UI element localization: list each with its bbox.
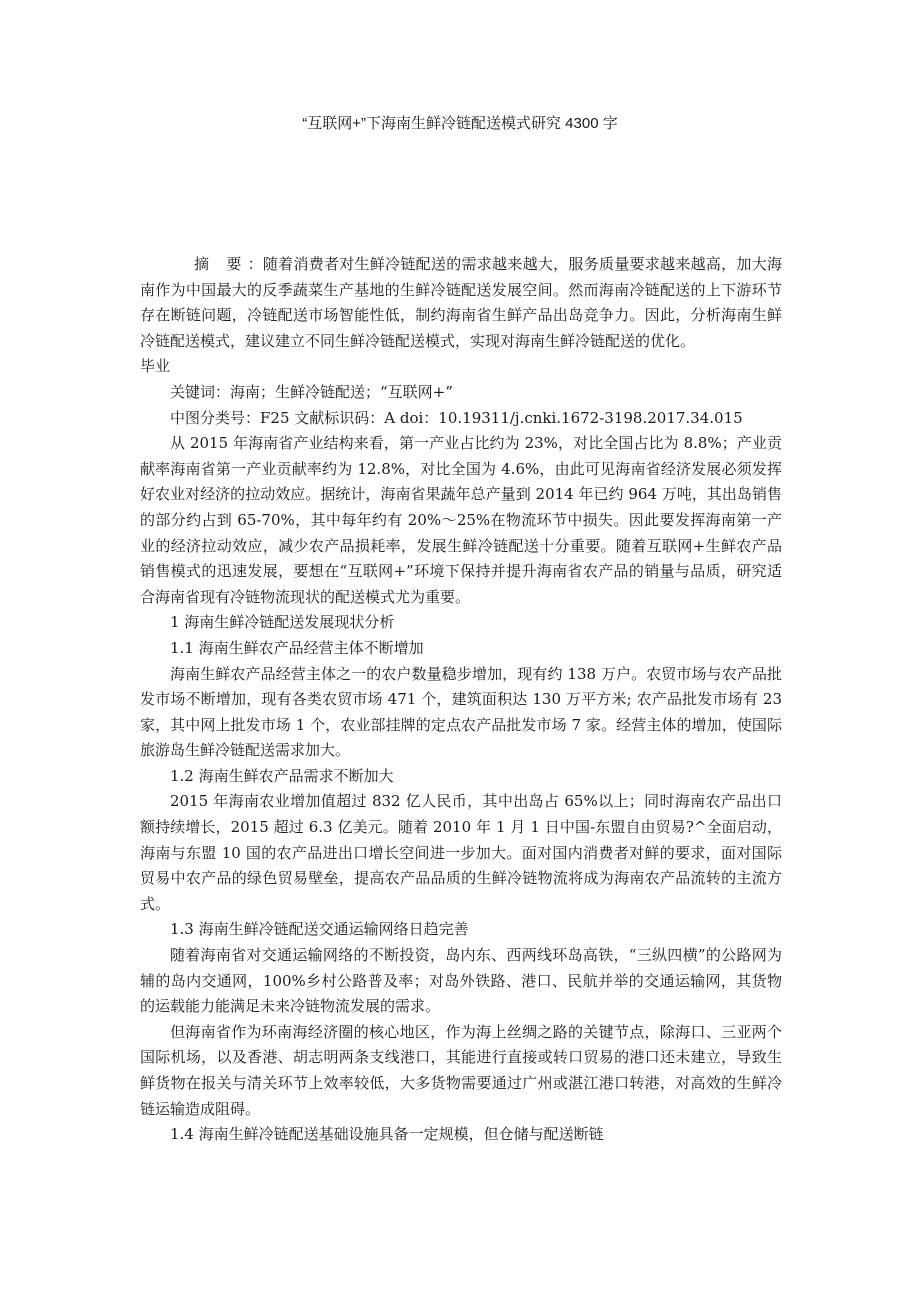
document-title: “互联网+”下海南生鲜冷链配送模式研究 4300 字 bbox=[302, 115, 618, 132]
section-heading-1-4: 1.4 海南生鲜冷链配送基础设施具备一定规模，但仓储与配送断链 bbox=[170, 1125, 604, 1144]
classification-line: 中图分类号：F25 文献标识码：A doi：10.19311/j.cnki.1672-3198.2017.34.015 bbox=[170, 408, 743, 427]
abstract-label: 摘 要 bbox=[194, 255, 248, 273]
section-paragraph-1-3b: 但海南省作为环南海经济圈的核心地区，作为海上丝绸之路的关键节点，除海口、三亚两个国际机场，以及香港、胡志明两条支线港口，其能进行直接或转口贸易的港口还未建立，导致生鲜货物在报关与清关环节上效率较低，大多货物需要通过广州或湛江港口转港，对高效的生鲜冷链运输造成阻碍。 bbox=[140, 1022, 782, 1118]
section-heading-1: 1 海南生鲜冷链配送发展现状分析 bbox=[170, 613, 395, 632]
intro-paragraph: 从 2015 年海南省产业结构来看，第一产业占比约为 23%，对比全国占比为 8.8%；产业贡献率海南省第一产业贡献率约为 12.8%，对比全国为 4.6%，由此可见海南省经济发展必须发挥好农业对经济的拉动效应。据统计，海南省果蔬年总产量到 2014 年已约 964 万吨，其出岛销售的部分约占到 65-70%，其中每年约有 20%～25%在物流环节中损失。因此要发挥海南第一产业的经济拉动效应，减少农产品损耗率，发展生鲜冷链配送十分重要。随着互联网+生鲜农产品销售模式的迅速发展，要想在“互联网+”环境下保持并提升海南省农产品的销量与品质，研究适合海南省现有冷链物流现状的配送模式尤为重要。 bbox=[140, 434, 782, 606]
keywords-line: 关键词：海南；生鲜冷链配送；“互联网+” bbox=[170, 382, 453, 401]
tag-line: 毕业 bbox=[140, 357, 171, 376]
section-heading-1-1: 1.1 海南生鲜农产品经营主体不断增加 bbox=[170, 638, 424, 657]
abstract-text: 随着消费者对生鲜冷链配送的需求越来越大，服务质量要求越来越高，加大海南作为中国最大的反季蔬菜生产基地的生鲜冷链配送发展空间。然而海南冷链配送的上下游环节存在断链问题，冷链配送市场智能性低，制约海南省生鲜产品出岛竞争力。因此，分析海南生鲜冷链配送模式，建议建立不同生鲜冷链配送模式，实现对海南生鲜冷链配送的优化。 bbox=[140, 255, 782, 350]
document-body bbox=[140, 252, 782, 1148]
section-heading-1-3: 1.3 海南生鲜冷链配送交通运输网络日趋完善 bbox=[170, 920, 469, 939]
abstract-paragraph: 摘 要：随着消费者对生鲜冷链配送的需求越来越大，服务质量要求越来越高，加大海南作为中国最大的反季蔬菜生产基地的生鲜冷链配送发展空间。然而海南冷链配送的上下游环节存在断链问题，冷链配送市场智能性低，制约海南省生鲜产品出岛竞争力。因此，分析海南生鲜冷链配送模式，建议建立不同生鲜冷链配送模式，实现对海南生鲜冷链配送的优化。 bbox=[140, 255, 782, 350]
section-heading-1-2: 1.2 海南生鲜农产品需求不断加大 bbox=[170, 766, 394, 785]
section-paragraph-1-2: 2015 年海南农业增加值超过 832 亿人民币，其中出岛占 65%以上；同时海南农产品出口额持续增长，2015 超过 6.3 亿美元。随着 2010 年 1 月 1 日中国-东盟自由贸易?^全面启动，海南与东盟 10 国的农产品进出口增长空间进一步加大。面对国内消费者对鲜的要求，面对国际贸易中农产品的绿色贸易壁垒，提高农产品品质的生鲜冷链物流将成为海南农产品流转的主流方式。 bbox=[140, 792, 782, 913]
section-paragraph-1-3a: 随着海南省对交通运输网络的不断投资，岛内东、西两线环岛高铁，“三纵四横”的公路网为辅的岛内交通网，100%乡村公路普及率；对岛外铁路、港口、民航并举的交通运输网，其货物的运载能力能满足未来冷链物流发展的需求。 bbox=[140, 946, 782, 1016]
section-paragraph-1-1: 海南生鲜农产品经营主体之一的农户数量稳步增加，现有约 138 万户。农贸市场与农产品批发市场不断增加，现有各类农贸市场 471 个，建筑面积达 130 万平方米; 农产品批发市场有 23 家，其中网上批发市场 1 个，农业部挂牌的定点农产品批发市场 7 家。经营主体的增加，使国际旅游岛生鲜冷链配送需求加大。 bbox=[140, 664, 782, 760]
